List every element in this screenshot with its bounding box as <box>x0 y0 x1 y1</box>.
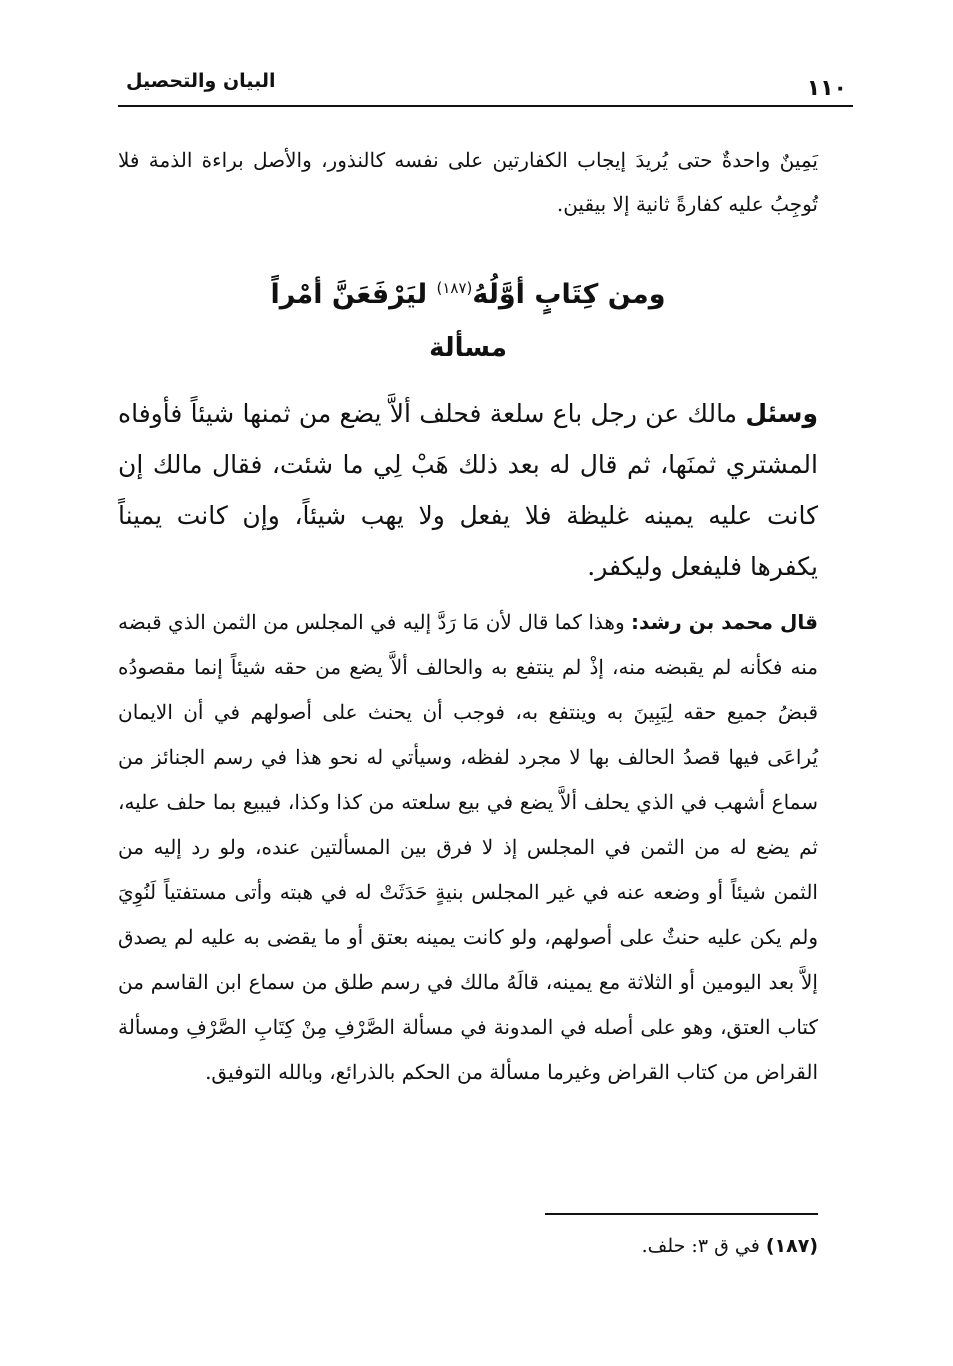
header-divider <box>118 105 853 107</box>
footnote <box>118 1231 818 1261</box>
commentary-paragraph <box>118 600 818 1095</box>
footnote-number: (١٨٧) <box>765 1235 818 1257</box>
section-title-part-1: ومن كِتَابٍ أوَّلُهُ <box>472 279 666 310</box>
question-paragraph <box>118 388 818 592</box>
page-number: ١١٠ <box>806 76 847 101</box>
commentary-text: وهذا كما قال لأن مَا رَدَّ إليه في المجلس من الثمن الذي قبضه منه فكأنه لم يقبضه منه، إذْ لم ينتفع به والحالف ألاَّ يضع من حقه شيئاً إنما مقصودُه قبضُ جميع حقه لِيَبِينَ به وينتفع به، فوجب أن يحنث على أصولهم في أن الايمان يُراعَى فيها قصدُ الحالف بها لا مجرد لفظه، وسيأتي له نحو هذا في رسم الجنائز من سماع أشهب في الذي يحلف ألاَّ يضع في بيع سلعته من كذا وكذا، فيبيع بما حلف عليه، ثم يضع له من الثمن في المجلس إذ لا فرق بين المسألتين عنده، ولو رد إليه من الثمن شيئاً أو وضعه عنه في غير المجلس بنيةٍ حَدَثَتْ له في هبته وأتى مستفتياً لَنُوِيَ ولم يكن عليه حنثٌ على أصولهم، ولو كانت يمينه بعتق أو ما يقضى به عليه لم يصدق إلاَّ بعد اليومين أو الثلاثة مع يمينه، قالَهُ مالك في رسم طلق من سماع ابن القاسم من كتاب العتق، وهو على أصله في المدونة في مسألة الصَّرْفِ مِنْ كِتَابِ الصَّرْفِ ومسألة القراض من كتاب القراض وغيرما مسألة من الحكم بالذرائع، وبالله التوفيق. <box>118 610 818 1084</box>
page-header <box>118 62 853 102</box>
section-heading <box>118 268 818 315</box>
question-lead: وسئل <box>745 399 818 428</box>
footnote-divider <box>545 1213 818 1215</box>
footnote-reference: (١٨٧) <box>436 279 473 297</box>
intro-paragraph: يَمِينٌ واحدةٌ حتى يُريدَ إيجاب الكفارتين على نفسه كالنذور، والأصل براءة الذمة فلا تُوجِبُ عليه كفارةً ثانية إلا بيقين. <box>118 148 818 216</box>
commentary-lead: قال محمد بن رشد: <box>631 610 818 634</box>
section-title-part-2: ليَرْفَعَنَّ أمْراً <box>270 279 437 310</box>
question-text: مالك عن رجل باع سلعة فحلف ألاَّ يضع من ثمنها شيئاً فأوفاه المشتري ثمنَها، ثم قال له بعد ذلك هَبْ لِي ما شئت، فقال مالك إن كانت عليه يمينه غليظة فلا يفعل ولا يهب شيئاً، وإن كانت يميناً يكفرها فليفعل وليكفر. <box>118 399 818 581</box>
footnote-text: في ق ٣: حلف. <box>641 1235 766 1257</box>
subheading: مسألة <box>429 333 507 363</box>
running-title: البيان والتحصيل <box>126 70 276 92</box>
